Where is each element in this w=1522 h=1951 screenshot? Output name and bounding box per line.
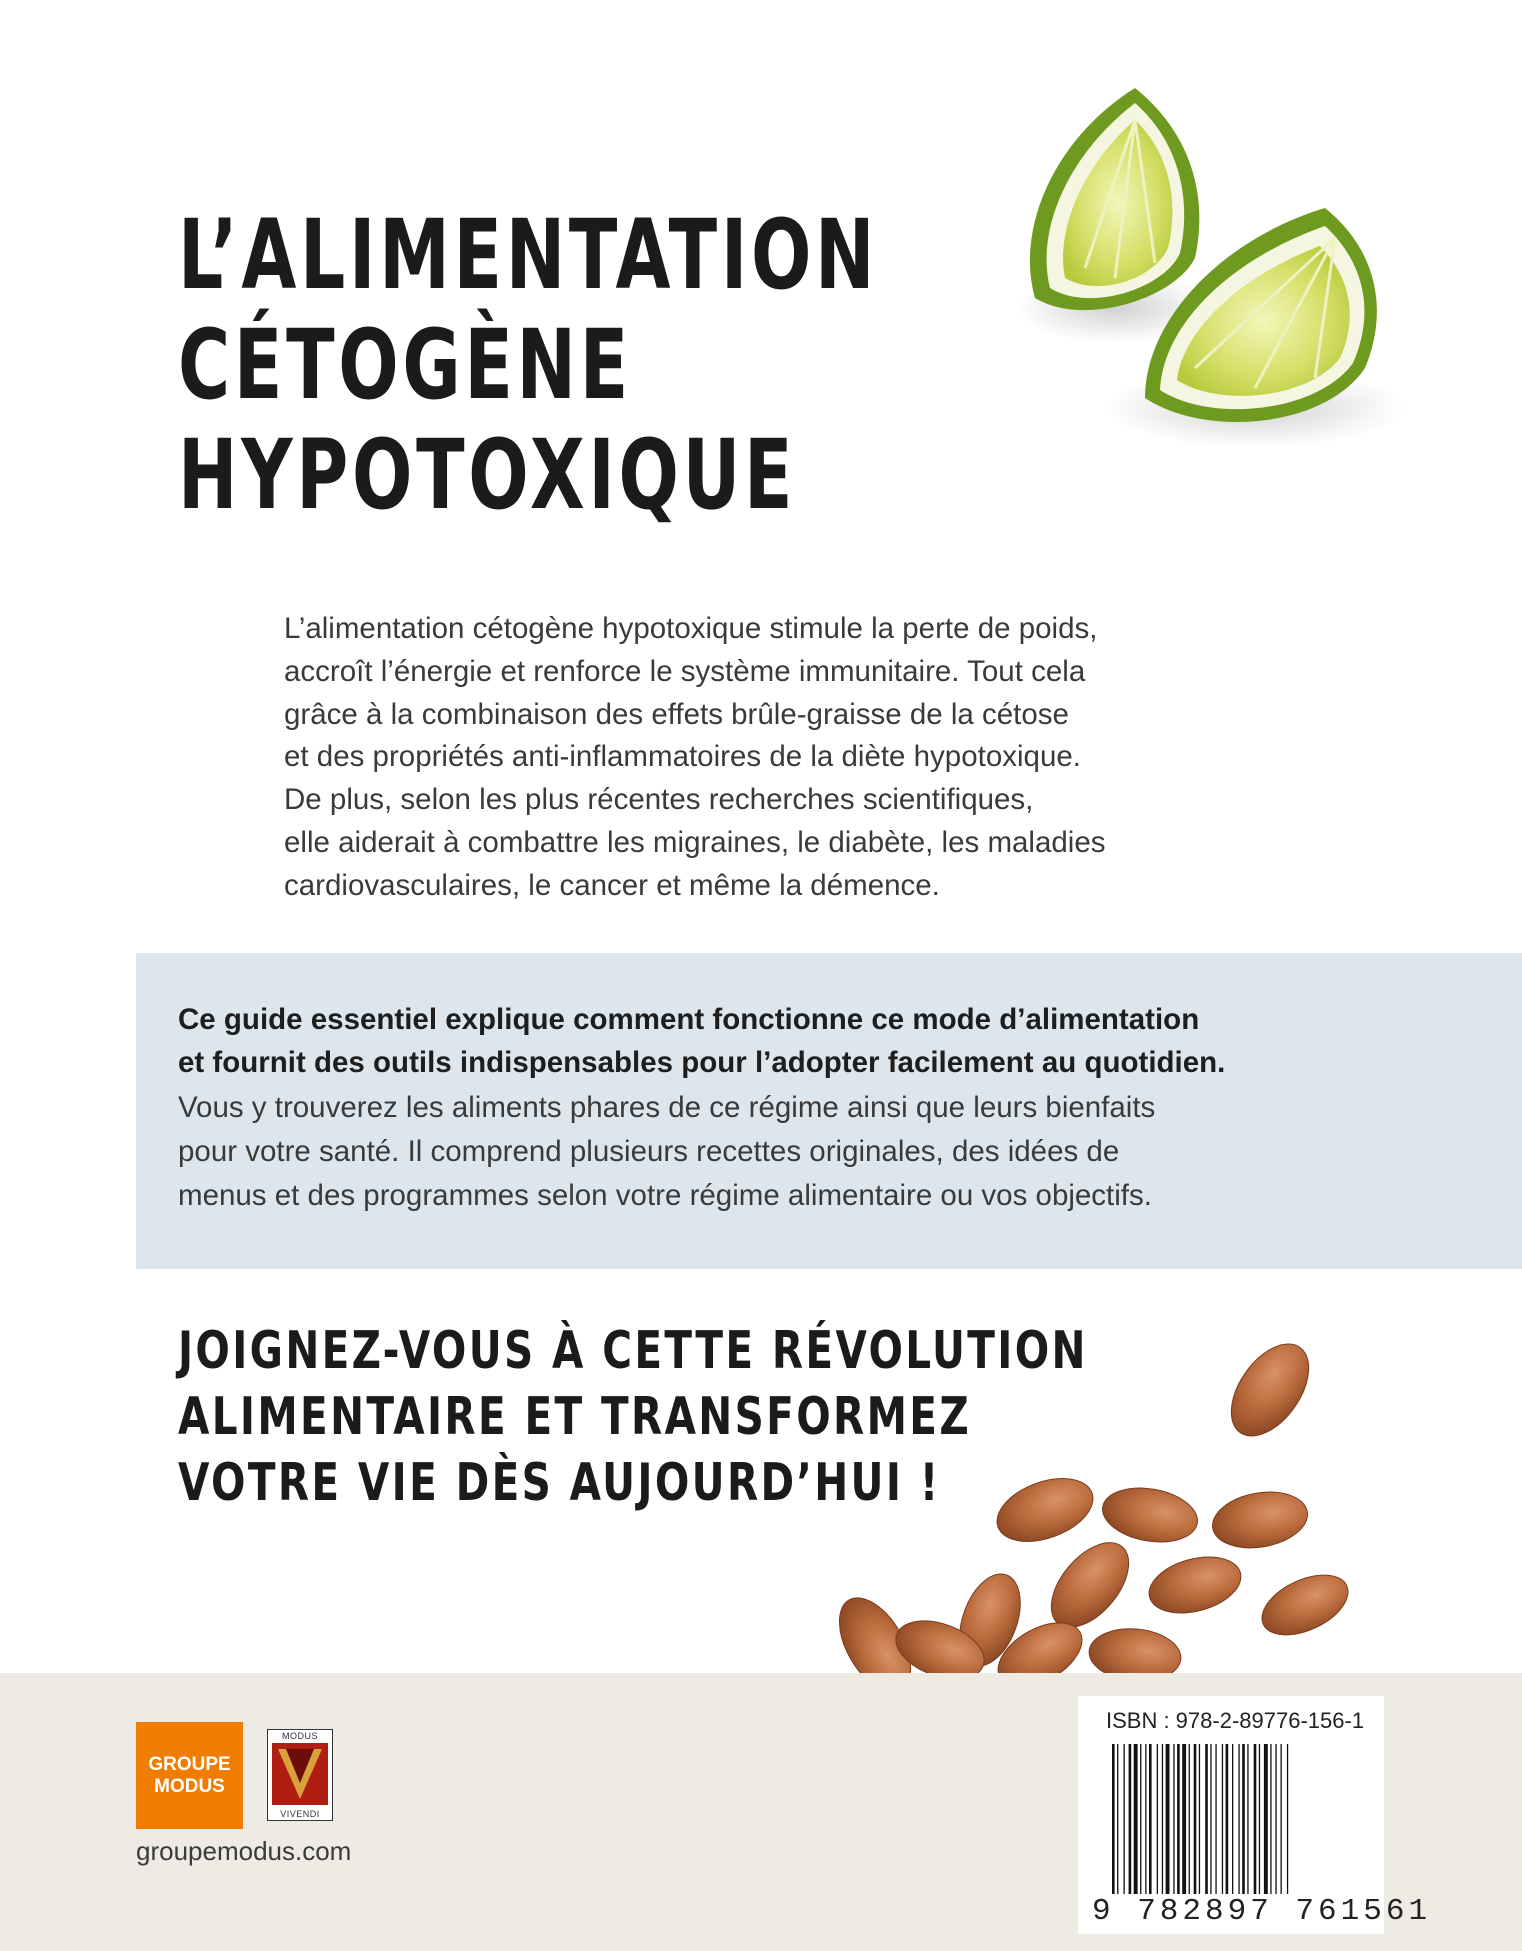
barcode-bars — [1112, 1744, 1362, 1894]
title-line: CÉTOGÈNE — [178, 309, 632, 421]
barcode-bar — [1275, 1744, 1276, 1894]
barcode-bar — [1215, 1744, 1216, 1894]
intro-line: accroît l’énergie et renforce le système immunitaire. Tout cela — [284, 654, 1086, 688]
barcode-bar — [1149, 1744, 1152, 1894]
barcode-bar — [1194, 1744, 1197, 1894]
barcode-bar — [1162, 1744, 1163, 1894]
intro-line: et des propriétés anti-inflammatoires de la diète hypotoxique. — [284, 740, 1081, 774]
intro-paragraph — [284, 608, 1304, 908]
title-line: L’ALIMENTATION — [178, 199, 879, 311]
barcode-bar — [1210, 1744, 1211, 1894]
barcode-bar — [1140, 1744, 1141, 1894]
barcode-bar — [1238, 1744, 1239, 1894]
barcode-bar — [1232, 1744, 1233, 1894]
barcode-bar — [1134, 1744, 1138, 1894]
cta-line: VOTRE VIE DÈS AUJOURD’HUI ! — [178, 1453, 941, 1513]
guide-bold-line: Ce guide essentiel explique comment fonctionne ce mode d’alimentation — [178, 1003, 1200, 1036]
barcode-bar — [1264, 1744, 1268, 1894]
barcode-digits: 9 782897 761561 — [1092, 1894, 1432, 1929]
barcode-bar — [1254, 1744, 1257, 1894]
barcode-bar — [1189, 1744, 1190, 1894]
logo-text: GROUPE — [148, 1753, 231, 1775]
barcode-bar — [1205, 1744, 1208, 1894]
guide-line: menus et des programmes selon votre régime alimentaire ou vos objectifs. — [178, 1179, 1152, 1212]
intro-line: De plus, selon les plus récentes recherches scientifiques, — [284, 783, 1034, 817]
barcode-bar — [1281, 1744, 1282, 1894]
book-title — [178, 200, 878, 530]
barcode-bar — [1129, 1744, 1132, 1894]
barcode-bar — [1259, 1744, 1260, 1894]
guide-line: Vous y trouverez les aliments phares de ce régime ainsi que leurs bienfaits — [178, 1091, 1156, 1124]
intro-line: cardiovasculaires, le cancer et même la démence. — [284, 868, 940, 902]
barcode-bar — [1222, 1744, 1223, 1894]
guide-line: pour votre santé. Il comprend plusieurs recettes originales, des idées de — [178, 1135, 1120, 1168]
logo-text: MODUS — [154, 1775, 225, 1797]
publisher-website: groupemodus.com — [136, 1836, 352, 1866]
intro-line: elle aiderait à combattre les migraines, le diabète, les maladies — [284, 825, 1106, 859]
barcode-bar — [1247, 1744, 1248, 1894]
almonds-image — [790, 1320, 1350, 1673]
barcode-bar — [1157, 1744, 1158, 1894]
barcode-bar — [1124, 1744, 1125, 1894]
barcode-bar — [1166, 1744, 1170, 1894]
barcode-bar — [1182, 1744, 1186, 1894]
barcode-bar — [1226, 1744, 1229, 1894]
imprint-text-top: MODUS — [282, 1731, 318, 1741]
barcode-bar — [1287, 1744, 1288, 1894]
barcode-bar — [1177, 1744, 1180, 1894]
barcode-bar — [1242, 1744, 1245, 1894]
cta-line: ALIMENTAIRE ET TRANSFORMEZ — [178, 1387, 972, 1447]
cta-line: JOIGNEZ-VOUS À CETTE RÉVOLUTION — [178, 1321, 1088, 1381]
barcode-bar — [1199, 1744, 1200, 1894]
barcode-bar — [1173, 1744, 1174, 1894]
guide-bold-line: et fournit des outils indispensables pour l’adopter facilement au quotidien. — [178, 1046, 1226, 1079]
intro-line: grâce à la combinaison des effets brûle-graisse de la cétose — [284, 697, 1069, 731]
barcode-bar — [1145, 1744, 1146, 1894]
modus-vivendi-logo — [267, 1729, 333, 1821]
imprint-text-bottom: VIVENDI — [280, 1809, 320, 1819]
title-line: HYPOTOXIQUE — [178, 419, 797, 531]
intro-line: L’alimentation cétogène hypotoxique stimule la perte de poids, — [284, 612, 1098, 645]
isbn-label: ISBN : 978-2-89776-156-1 — [1106, 1708, 1365, 1733]
barcode-bar — [1112, 1744, 1115, 1894]
guide-description-box — [136, 953, 1522, 1269]
barcode-bar — [1117, 1744, 1118, 1894]
lime-wedges-image — [995, 68, 1415, 488]
imprint-emblem-icon — [272, 1743, 328, 1805]
isbn-barcode — [1078, 1696, 1432, 1934]
barcode-bar — [1270, 1744, 1271, 1894]
groupe-modus-logo — [136, 1722, 243, 1829]
